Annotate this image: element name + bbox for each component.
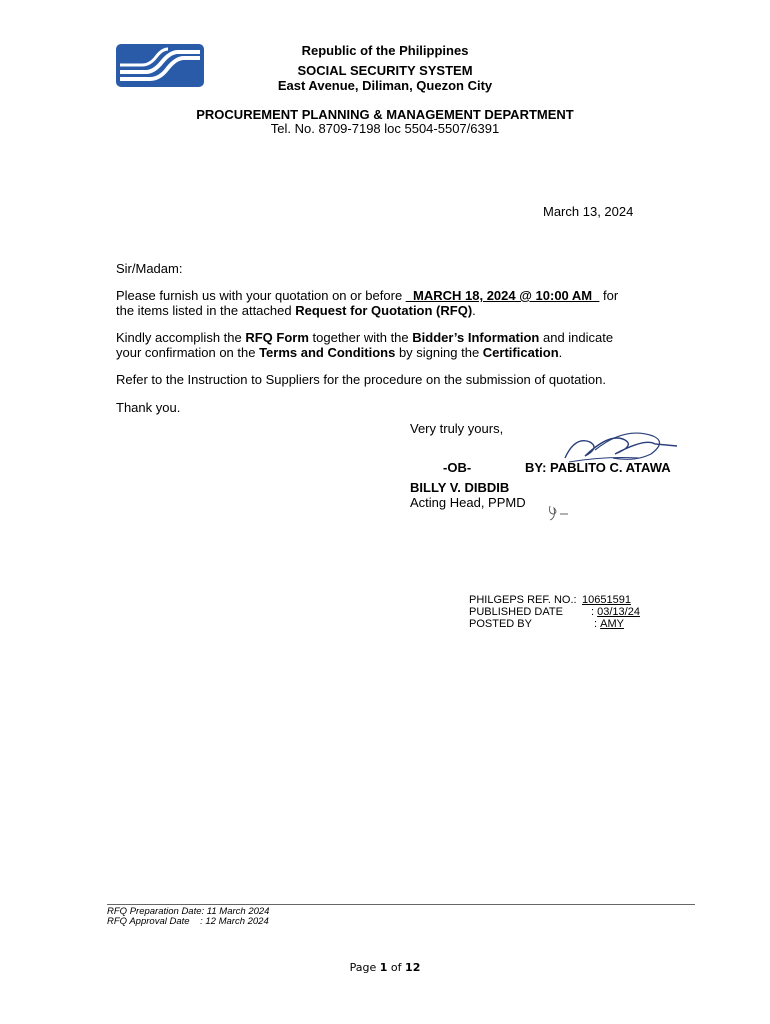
thank-you: Thank you. xyxy=(116,400,181,415)
philgeps-ref-label: PHILGEPS REF. NO.: xyxy=(469,594,577,606)
para2-text: by signing the xyxy=(395,345,483,360)
certification-ref: Certification xyxy=(482,345,559,360)
para2-text: your confirmation on the xyxy=(116,345,260,360)
para2-text: and indicate xyxy=(539,330,614,345)
para2-period: . xyxy=(558,345,563,360)
rfq-form-ref: RFQ Form xyxy=(245,330,309,345)
paragraph-refer: Refer to the Instruction to Suppliers for the procedure on the submission of quotation. xyxy=(116,372,606,387)
paragraph-instructions xyxy=(116,330,706,360)
page-current: 1 xyxy=(379,961,388,974)
posted-by-label: POSTED BY xyxy=(469,618,532,630)
posted-colon: : AMY xyxy=(594,618,624,630)
page-word: Page xyxy=(349,961,380,974)
closing: Very truly yours, xyxy=(410,421,504,436)
terms-ref: Terms and Conditions xyxy=(259,345,396,360)
ob-marker: -OB- xyxy=(443,460,472,475)
para2-text: Kindly accomplish the xyxy=(116,330,246,345)
para1-period: . xyxy=(472,303,476,318)
paragraph-deadline xyxy=(116,288,706,318)
rfq-reference: Request for Quotation (RFQ) xyxy=(295,303,473,318)
posted-by-value: AMY xyxy=(600,618,624,630)
rfq-preparation-date: RFQ Preparation Date: 11 March 2024 xyxy=(107,906,270,917)
initials-icon xyxy=(546,502,572,522)
published-date-label: PUBLISHED DATE xyxy=(469,606,563,618)
salutation: Sir/Madam: xyxy=(116,261,183,276)
philgeps-ref-value: 10651591 xyxy=(582,594,631,606)
para1-text: Please furnish us with your quotation on or before xyxy=(116,288,406,303)
page-of: of xyxy=(387,961,406,974)
header-republic: Republic of the Philippines xyxy=(301,43,469,58)
para1-line2: the items listed in the attached xyxy=(116,303,296,318)
header-department: PROCUREMENT PLANNING & MANAGEMENT DEPARTMENT xyxy=(196,107,574,122)
para2-text: together with the xyxy=(308,330,413,345)
by-signatory: BY: PABLITO C. ATAWA xyxy=(525,460,671,475)
signatory-name: BILLY V. DIBDIB xyxy=(410,480,510,495)
letter-date: March 13, 2024 xyxy=(543,204,634,219)
header-org: SOCIAL SECURITY SYSTEM xyxy=(297,63,473,78)
page-total: 12 xyxy=(405,961,421,974)
rfq-approval-date: RFQ Approval Date : 12 March 2024 xyxy=(107,916,269,927)
bidders-info-ref: Bidder’s Information xyxy=(412,330,540,345)
deadline-date: _MARCH 18, 2024 @ 10:00 AM_ xyxy=(405,288,600,303)
header-telephone: Tel. No. 8709-7198 loc 5504-5507/6391 xyxy=(270,121,500,136)
signatory-title: Acting Head, PPMD xyxy=(410,495,526,510)
published-colon: : 03/13/24 xyxy=(591,606,640,618)
page-number xyxy=(0,961,770,974)
footer-divider xyxy=(107,904,695,905)
header-address: East Avenue, Diliman, Quezon City xyxy=(277,78,493,93)
published-date-value: 03/13/24 xyxy=(597,606,640,618)
para1-text-end: for xyxy=(599,288,619,303)
